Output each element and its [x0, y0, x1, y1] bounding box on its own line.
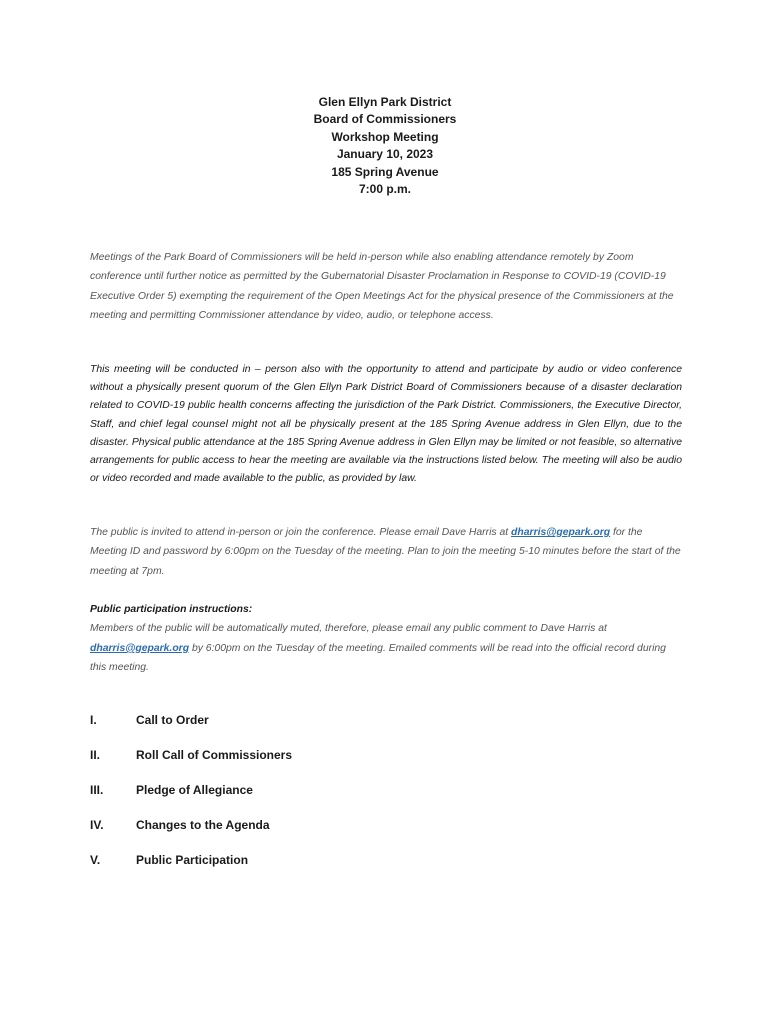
agenda-item-number: V.: [90, 853, 101, 867]
agenda-list: [90, 711, 650, 886]
agenda-item-number: III.: [90, 783, 104, 797]
participation-text-after: by 6:00pm on the Tuesday of the meeting. Emailed comments will be read into the official record during this meeting.: [90, 642, 666, 674]
meeting-address: 185 Spring Avenue: [331, 164, 439, 179]
meeting-header: [0, 94, 770, 198]
board-name: Board of Commissioners: [313, 112, 457, 127]
participation-paragraph: [90, 600, 682, 678]
meeting-type: Workshop Meeting: [331, 129, 439, 144]
participation-title: Public participation instructions:: [90, 604, 253, 615]
agenda-item-number: I.: [90, 713, 97, 727]
meeting-time: 7:00 p.m.: [358, 182, 412, 197]
agenda-item: [90, 746, 650, 781]
agenda-item-number: II.: [90, 748, 101, 762]
agenda-item: [90, 816, 650, 851]
agenda-item: [90, 781, 650, 816]
participation-email-link[interactable]: dharris@gepark.org: [90, 642, 190, 654]
invite-email-link[interactable]: dharris@gepark.org: [511, 527, 611, 538]
agenda-item-label: Call to Order: [136, 713, 209, 727]
agenda-item-number: IV.: [90, 818, 104, 832]
agenda-item-label: Pledge of Allegiance: [136, 783, 253, 797]
notice-paragraph: Meetings of the Park Board of Commissioners will be held in-person while also enabling attendance remotely by Zoom conference until further notice as permitted by the Gubernatorial Disaster Proclamation in Response to COVID-19 (COVID-19 Executive Order 5) exempting the requirement of the Open Meetings Act for the physical presence of the Commissioners at the meeting and permitting Commissioner attendance by video, audio, or telephone access.: [90, 252, 674, 322]
agenda-item-label: Public Participation: [136, 853, 249, 867]
participation-text-before: Members of the public will be automatically muted, therefore, please email any public comment to Dave Harris at: [90, 623, 607, 635]
invite-text-before: The public is invited to attend in-person or join the conference. Please email Dave Harris at: [90, 527, 512, 538]
agenda-item: [90, 711, 650, 746]
agenda-item-label: Changes to the Agenda: [136, 818, 270, 832]
invite-paragraph: [90, 523, 682, 581]
agenda-item: [90, 851, 650, 886]
organization-name: Glen Ellyn Park District: [318, 95, 452, 109]
conduct-paragraph: This meeting will be conducted in – person also with the opportunity to attend and participate by audio or video conference without a physically present quorum of the Glen Ellyn Park District Board of Commissioners because of a disaster declaration related to COVID-19 public health concerns affecting the jurisdiction of the Park District. Commissioners, the Executive Director, Staff, and chief legal counsel might not all be physically present at the 185 Spring Avenue address in Glen Ellyn, due to the disaster. Physical public attendance at the 185 Spring Avenue address in Glen Ellyn may be limited or not feasible, so alternative arrangements for public access to hear the meeting are available via the instructions listed below. The meeting will also be audio or video recorded and made available to the public, as provided by law.: [90, 364, 682, 485]
agenda-item-label: Roll Call of Commissioners: [136, 748, 293, 762]
invite-text-after: for the Meeting ID and password by 6:00pm on the Tuesday of the meeting. Plan to join the meeting 5-10 minutes before the start of the meeting at 7pm.: [90, 527, 681, 577]
meeting-date: January 10, 2023: [336, 147, 434, 162]
